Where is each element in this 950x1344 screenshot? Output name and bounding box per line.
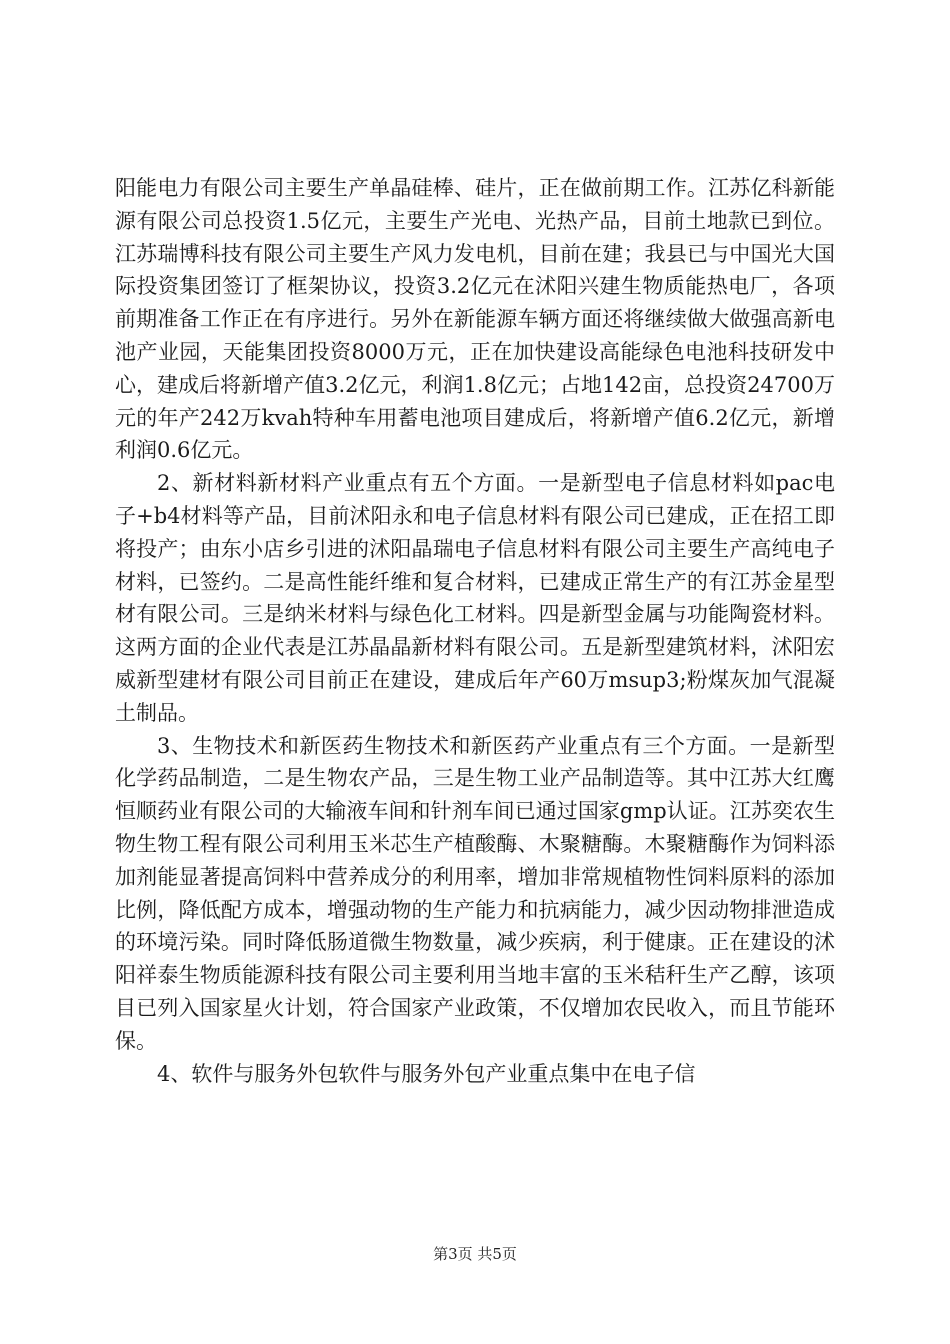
document-body <box>115 172 835 1090</box>
paragraph-new-materials: 2、新材料新材料产业重点有五个方面。一是新型电子信息材料如pac电子+b4材料等产品，目前沭阳永和电子信息材料有限公司已建成，正在招工即将投产；由东小店乡引进的沭阳晶瑞电子信息材料有限公司主要生产高纯电子材料，已签约。二是高性能纤维和复合材料，已建成正常生产的有江苏金星型材有限公司。三是纳米材料与绿色化工材料。四是新型金属与功能陶瓷材料。这两方面的企业代表是江苏晶晶新材料有限公司。五是新型建筑材料，沭阳宏威新型建材有限公司目前正在建设，建成后年产60万msup3;粉煤灰加气混凝土制品。 <box>115 471 835 725</box>
paragraph-new-energy-continued: 阳能电力有限公司主要生产单晶硅棒、硅片，正在做前期工作。江苏亿科新能源有限公司总投资1.5亿元，主要生产光电、光热产品，目前土地款已到位。江苏瑞博科技有限公司主要生产风力发电机，目前在建；我县已与中国光大国际投资集团签订了框架协议，投资3.2亿元在沭阳兴建生物质能热电厂，各项前期准备工作正在有序进行。另外在新能源车辆方面还将继续做大做强高新电池产业园，天能集团投资8000万元，正在加快建设高能绿色电池科技研发中心，建成后将新增产值3.2亿元，利润1.8亿元；占地142亩，总投资24700万元的年产242万kvah特种车用蓄电池项目建成后，将新增产值6.2亿元，新增利润0.6亿元。 <box>115 176 835 463</box>
paragraph-software-outsourcing: 4、软件与服务外包软件与服务外包产业重点集中在电子信 <box>157 1061 696 1086</box>
paragraph-biotech-medicine: 3、生物技术和新医药生物技术和新医药产业重点有三个方面。一是新型化学药品制造，二是生物农产品，三是生物工业产品制造等。其中江苏大红鹰恒顺药业有限公司的大输液车间和针剂车间已通过国家gmp认证。江苏奕农生物生物工程有限公司利用玉米芯生产植酸酶、木聚糖酶。木聚糖酶作为饲料添加剂能显著提高饲料中营养成分的利用率，增加非常规植物性饲料原料的添加比例，降低配方成本，增强动物的生产能力和抗病能力，减少因动物排泄造成的环境污染。同时降低肠道微生物数量，减少疾病，利于健康。正在建设的沭阳祥泰生物质能源科技有限公司主要利用当地丰富的玉米秸秆生产乙醇，该项目已列入国家星火计划，符合国家产业政策，不仅增加农民收入，而且节能环保。 <box>115 733 835 1053</box>
page-footer: 第3页 共5页 <box>433 1245 517 1263</box>
